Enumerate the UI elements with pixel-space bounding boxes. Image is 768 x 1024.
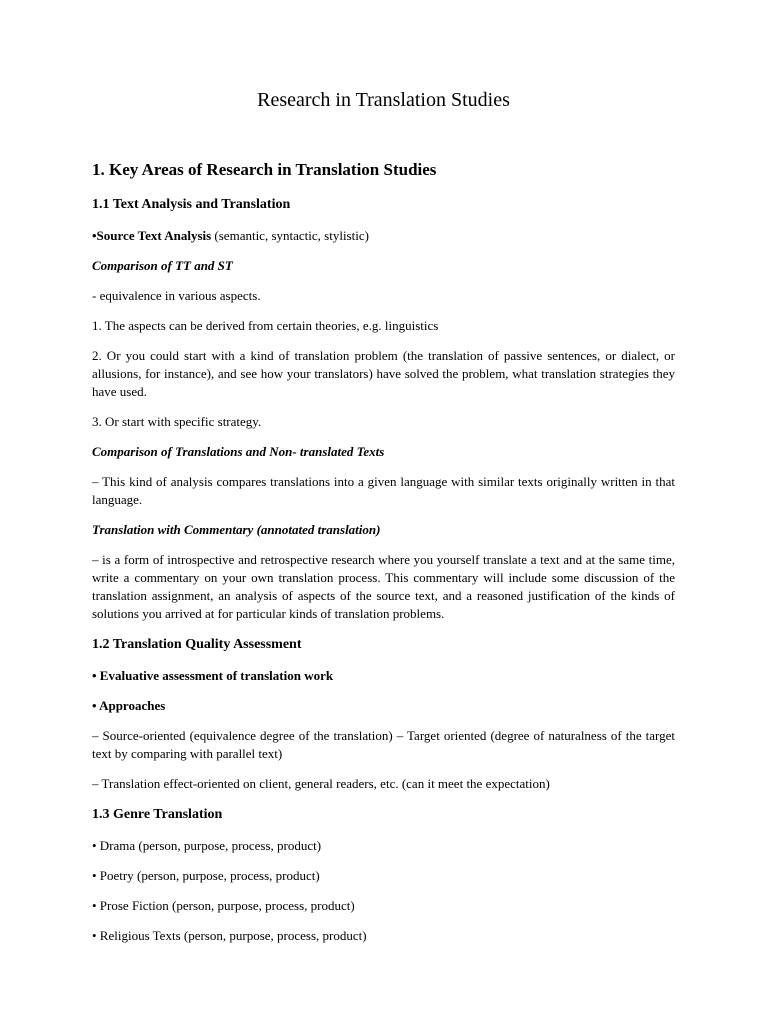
- bullet-evaluative: • Evaluative assessment of translation work: [92, 668, 334, 683]
- paragraph-comparison-translations: – This kind of analysis compares translations into a given language with similar texts originally written in that language.: [92, 474, 675, 507]
- paragraph-point-1: 1. The aspects can be derived from certain theories, e.g. linguistics: [92, 318, 439, 333]
- paragraph-translation-commentary: – is a form of introspective and retrospective research where you yourself translate a text and at the same time, write a commentary on your own translation process. This commentary will include some discussion of the translation assignment, an analysis of aspects of the source text, and a reasoned justification of the kinds of solutions you arrived at for particular kinds of translation problems.: [92, 552, 675, 621]
- list-item: • Drama (person, purpose, process, product): [92, 838, 322, 853]
- section-heading: 1. Key Areas of Research in Translation Studies: [92, 160, 437, 179]
- bullet-approaches: • Approaches: [92, 698, 166, 713]
- source-text-analysis-label: •Source Text Analysis: [92, 228, 212, 243]
- paragraph-equivalence: - equivalence in various aspects.: [92, 288, 261, 303]
- paragraph-source-text-analysis: [92, 227, 675, 245]
- heading-comparison-translations: Comparison of Translations and Non- translated Texts: [92, 444, 385, 459]
- paragraph-point-2: 2. Or you could start with a kind of translation problem (the translation of passive sentences, or dialect, or allusions, for instance), and see how your translators) have solved the problem, what translation strategies they have used.: [92, 348, 675, 399]
- list-item: • Religious Texts (person, purpose, process, product): [92, 928, 367, 943]
- paragraph-source-oriented: – Source-oriented (equivalence degree of the translation) – Target oriented (degree of naturalness of the target text by comparing with parallel text): [92, 728, 675, 761]
- list-item: • Prose Fiction (person, purpose, process, product): [92, 898, 355, 913]
- page-title: Research in Translation Studies: [257, 89, 510, 111]
- source-text-analysis-detail: (semantic, syntactic, stylistic): [211, 228, 369, 243]
- heading-translation-commentary: Translation with Commentary (annotated translation): [92, 522, 381, 537]
- subsection-heading: 1.3 Genre Translation: [92, 807, 223, 822]
- heading-comparison-tt-st: Comparison of TT and ST: [92, 258, 233, 273]
- subsection-heading: 1.1 Text Analysis and Translation: [92, 197, 291, 212]
- paragraph-point-3: 3. Or start with specific strategy.: [92, 414, 262, 429]
- paragraph-effect-oriented: – Translation effect-oriented on client, general readers, etc. (can it meet the expectation): [92, 776, 550, 791]
- document-body: [92, 86, 675, 957]
- list-item: • Poetry (person, purpose, process, product): [92, 868, 320, 883]
- subsection-heading: 1.2 Translation Quality Assessment: [92, 637, 302, 652]
